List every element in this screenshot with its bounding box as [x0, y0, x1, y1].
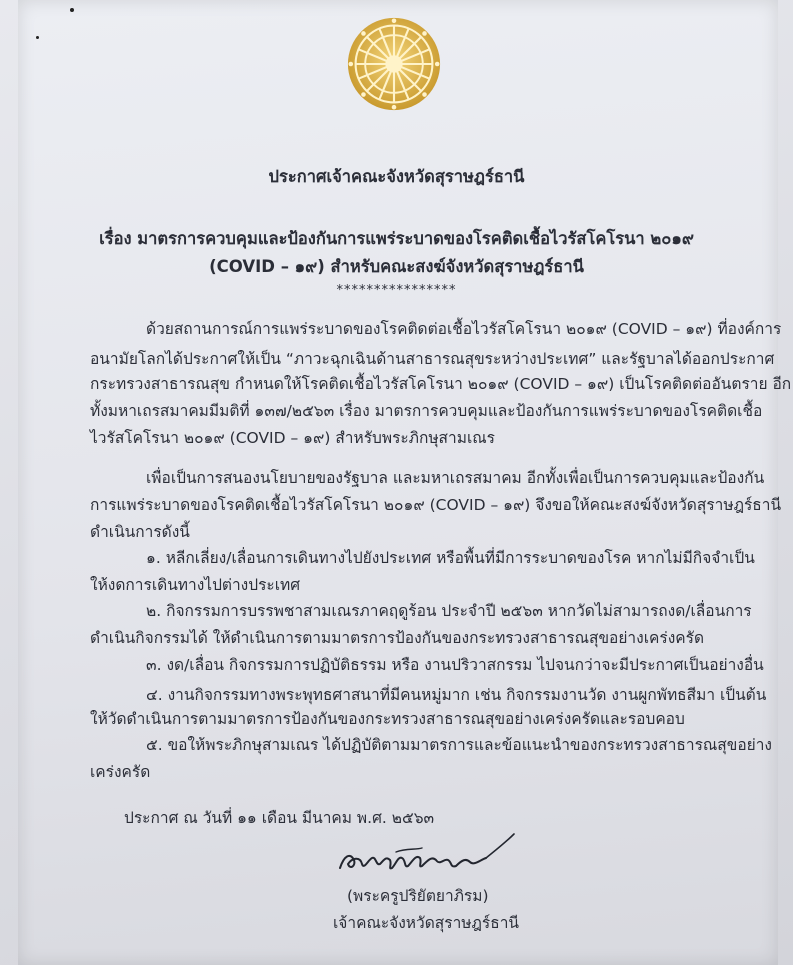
list-item: เคร่งครัด	[90, 763, 151, 781]
signer-title: เจ้าคณะจังหวัดสุราษฎร์ธานี	[333, 914, 519, 932]
signer-name: (พระครูปริยัตยาภิรม)	[347, 887, 489, 905]
list-item: ให้วัดดำเนินการตามมาตรการป้องกันของกระทรวงสาธารณสุขอย่างเคร่งครัดและรอบคอบ	[90, 710, 685, 728]
dharma-wheel-seal-icon	[346, 16, 442, 112]
paragraph-line: กระทรวงสาธารณสุข กำหนดให้โรคติดเชื้อไวรัสโคโรนา ๒๐๑๙ (COVID – ๑๙) เป็นโรคติดต่ออันตราย อีก	[90, 375, 792, 393]
paragraph-line: ด้วยสถานการณ์การแพร่ระบาดของโรคติดต่อเชื้อไวรัสโคโรนา ๒๐๑๙ (COVID – ๑๙) ที่องค์การ	[146, 320, 782, 338]
paragraph-line: เพื่อเป็นการสนองนโยบายของรัฐบาล และมหาเถรสมาคม อีกทั้งเพื่อเป็นการควบคุมและป้องกัน	[146, 469, 765, 487]
paragraph-line: อนามัยโลกได้ประกาศให้เป็น “ภาวะฉุกเฉินด้านสาธารณสุขระหว่างประเทศ” และรัฐบาลได้ออกประกาศ	[90, 350, 775, 368]
speck	[36, 36, 39, 39]
list-item: ๕. ขอให้พระภิกษุสามเณร ได้ปฏิบัติตามมาตรการและข้อแนะนำของกระทรวงสาธารณสุขอย่าง	[146, 736, 773, 754]
paragraph-line: ไวรัสโคโรนา ๒๐๑๙ (COVID – ๑๙) สำหรับพระภิกษุสามเณร	[90, 429, 495, 447]
paragraph-line: ทั้งมหาเถรสมาคมมีมติที่ ๑๓๗/๒๕๖๓ เรื่อง มาตรการควบคุมและป้องกันการแพร่ระบาดของโรคติดเชื้อ	[90, 402, 763, 420]
page-title: ประกาศเจ้าคณะจังหวัดสุราษฎร์ธานี	[268, 167, 525, 186]
separator: ****************	[336, 283, 457, 298]
paragraph-line: ดำเนินการดังนี้	[90, 523, 190, 541]
list-item: ดำเนินกิจกรรมได้ ให้ดำเนินการตามมาตรการป้องกันของกระทรวงสาธารณสุขอย่างเคร่งครัด	[90, 629, 705, 647]
subject-line: (COVID – ๑๙) สำหรับคณะสงฆ์จังหวัดสุราษฎร์ธานี	[209, 257, 584, 276]
subject-line: เรื่อง มาตรการควบคุมและป้องกันการแพร่ระบาดของโรคติดเชื้อไวรัสโคโรนา ๒๐๑๙	[99, 229, 694, 248]
list-item: ๓. งด/เลื่อน กิจกรรมการปฏิบัติธรรม หรือ งานปริวาสกรรม ไปจนกว่าจะมีประกาศเป็นอย่างอื่น	[146, 656, 764, 674]
date-line: ประกาศ ณ วันที่ ๑๑ เดือน มีนาคม พ.ศ. ๒๕๖๓	[124, 809, 435, 827]
list-item: ๑. หลีกเลี่ยง/เลื่อนการเดินทางไปยังประเทศ หรือพื้นที่มีการระบาดของโรค หากไม่มีกิจจำเป็น	[146, 549, 755, 567]
signature-icon	[336, 830, 516, 880]
list-item: ให้งดการเดินทางไปต่างประเทศ	[90, 576, 301, 594]
paragraph-line: การแพร่ระบาดของโรคติดเชื้อไวรัสโคโรนา ๒๐๑๙ (COVID – ๑๙) จึงขอให้คณะสงฆ์จังหวัดสุราษฎร์ธานี	[90, 496, 782, 514]
list-item: ๒. กิจกรรมการบรรพชาสามเณรภาคฤดูร้อน ประจำปี ๒๕๖๓ หากวัดไม่สามารถงด/เลื่อนการ	[146, 602, 752, 620]
list-item: ๔. งานกิจกรรมทางพระพุทธศาสนาที่มีคนหมู่มาก เช่น กิจกรรมงานวัด งานผูกพัทธสีมา เป็นต้น	[146, 686, 767, 704]
speck	[70, 8, 74, 12]
